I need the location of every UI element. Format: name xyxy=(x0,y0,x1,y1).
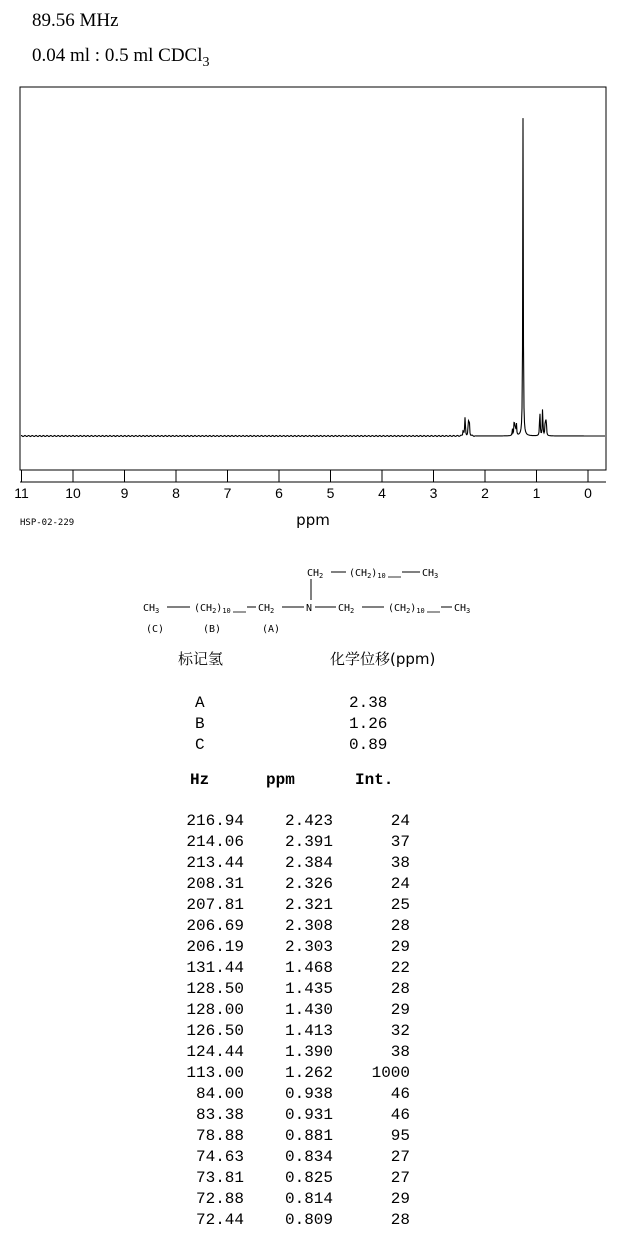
mol-top-chain: $(CH_2)_{10}$ xyxy=(349,568,386,580)
peak-intensity: 27 xyxy=(390,1148,410,1166)
peak-ppm: 0.809 xyxy=(284,1211,333,1229)
peak-row xyxy=(0,1106,626,1127)
spectrometer-frequency: 89.56 MHz xyxy=(32,10,119,31)
peak-row xyxy=(0,980,626,1001)
peak-row xyxy=(0,854,626,875)
peak-row xyxy=(0,833,626,854)
spectrum-code: HSP-02-229 xyxy=(20,518,75,528)
peak-row xyxy=(0,812,626,833)
x-tick-label: 8 xyxy=(172,485,180,501)
ppm-column-header: ppm xyxy=(266,771,295,789)
molecule-structure xyxy=(143,568,470,635)
assignment-shift: 1.26 xyxy=(349,715,388,733)
label-column-header: 标记氢 xyxy=(178,650,224,668)
peak-row xyxy=(0,1001,626,1022)
mol-label-a: (A) xyxy=(262,624,281,635)
peak-hz: 213.44 xyxy=(186,854,244,872)
int-column-header: Int. xyxy=(355,771,394,789)
peak-ppm: 1.468 xyxy=(284,959,333,977)
peak-hz: 84.00 xyxy=(195,1085,244,1103)
peak-hz: 113.00 xyxy=(186,1064,244,1082)
peak-row xyxy=(0,917,626,938)
assignment-label: A xyxy=(195,694,205,712)
peak-hz: 128.50 xyxy=(186,980,244,998)
peak-ppm: 2.391 xyxy=(284,833,333,851)
peak-intensity: 24 xyxy=(390,812,410,830)
peak-row xyxy=(0,875,626,896)
spectrum-trace xyxy=(21,118,605,436)
peak-ppm: 2.308 xyxy=(284,917,333,935)
peak-ppm: 2.326 xyxy=(284,875,333,893)
peak-ppm: 0.825 xyxy=(284,1169,333,1187)
peak-intensity: 46 xyxy=(390,1085,410,1103)
x-tick-label: 5 xyxy=(326,485,335,501)
peak-intensity: 29 xyxy=(390,1190,410,1208)
sample-condition-subscript: 3 xyxy=(202,54,210,70)
assignment-shift: 0.89 xyxy=(349,736,388,754)
mol-nitrogen: N xyxy=(306,603,313,614)
peak-intensity: 38 xyxy=(390,1043,410,1061)
mol-left-ch2: $CH_2$ xyxy=(258,603,275,615)
peak-ppm: 1.413 xyxy=(284,1022,333,1040)
peak-row xyxy=(0,938,626,959)
peak-hz: 128.00 xyxy=(186,1001,244,1019)
peak-ppm: 0.814 xyxy=(284,1190,333,1208)
peak-row xyxy=(0,1085,626,1106)
peak-ppm: 0.931 xyxy=(284,1106,333,1124)
mol-left-ch3: $CH_3$ xyxy=(143,603,160,615)
peak-row xyxy=(0,1148,626,1169)
peak-hz: 206.19 xyxy=(186,938,244,956)
peak-row xyxy=(0,959,626,980)
mol-top-ch2: $CH_2$ xyxy=(307,568,324,580)
assignment-row xyxy=(0,694,626,715)
peak-row xyxy=(0,1169,626,1190)
hz-column-header: Hz xyxy=(190,771,210,789)
peak-ppm: 0.938 xyxy=(284,1085,333,1103)
plot-frame xyxy=(20,87,606,470)
assignment-row xyxy=(0,715,626,736)
peak-hz: 124.44 xyxy=(186,1043,244,1061)
peak-intensity: 38 xyxy=(390,854,410,872)
peak-hz: 78.88 xyxy=(195,1127,244,1145)
peak-hz: 131.44 xyxy=(186,959,244,977)
peak-intensity: 29 xyxy=(390,938,410,956)
peak-intensity: 28 xyxy=(390,980,410,998)
peak-intensity: 37 xyxy=(390,833,410,851)
peak-ppm: 2.423 xyxy=(284,812,333,830)
mol-right-ch3: $CH_3$ xyxy=(454,603,471,615)
sample-condition-text: 0.04 ml : 0.5 ml CDCl xyxy=(32,45,203,66)
x-tick-label: 11 xyxy=(14,485,29,501)
peak-ppm: 2.321 xyxy=(284,896,333,914)
peak-row xyxy=(0,1022,626,1043)
x-tick-label: 9 xyxy=(120,485,129,501)
peak-ppm: 1.262 xyxy=(284,1064,333,1082)
peak-row xyxy=(0,1064,626,1085)
peak-ppm: 1.430 xyxy=(284,1001,333,1019)
x-axis-title: ppm xyxy=(296,511,330,529)
peak-ppm: 2.303 xyxy=(284,938,333,956)
peak-intensity: 22 xyxy=(390,959,410,977)
peak-row xyxy=(0,1190,626,1211)
peak-intensity: 29 xyxy=(390,1001,410,1019)
peak-hz: 206.69 xyxy=(186,917,244,935)
peak-ppm: 2.384 xyxy=(284,854,333,872)
peak-intensity: 46 xyxy=(390,1106,410,1124)
peak-hz: 72.88 xyxy=(195,1190,244,1208)
peak-ppm: 1.390 xyxy=(284,1043,333,1061)
peak-ppm: 0.834 xyxy=(284,1148,333,1166)
assignment-label: C xyxy=(195,736,205,754)
peak-intensity: 24 xyxy=(390,875,410,893)
x-tick-label: 0 xyxy=(584,485,592,501)
shift-column-header: 化学位移(ppm) xyxy=(330,650,436,668)
mol-right-chain: $(CH_2)_{10}$ xyxy=(388,603,425,615)
x-tick-label: 7 xyxy=(223,485,232,501)
peak-hz: 83.38 xyxy=(195,1106,244,1124)
mol-left-chain: $(CH_2)_{10}$ xyxy=(194,603,231,615)
peak-hz: 207.81 xyxy=(186,896,244,914)
peak-row xyxy=(0,1127,626,1148)
assignment-shift: 2.38 xyxy=(349,694,388,712)
mol-label-c: (C) xyxy=(146,624,165,635)
x-tick-label: 10 xyxy=(65,485,81,501)
peak-hz: 214.06 xyxy=(186,833,244,851)
mol-top-ch3: $CH_3$ xyxy=(422,568,439,580)
peak-row xyxy=(0,1211,626,1232)
peak-intensity: 1000 xyxy=(371,1064,410,1082)
peak-intensity: 25 xyxy=(390,896,410,914)
mol-right-ch2: $CH_2$ xyxy=(338,603,355,615)
mol-label-b: (B) xyxy=(203,624,222,635)
peak-hz: 208.31 xyxy=(186,875,244,893)
peak-row xyxy=(0,896,626,917)
peak-intensity: 32 xyxy=(390,1022,410,1040)
peak-hz: 126.50 xyxy=(186,1022,244,1040)
assignment-row xyxy=(0,736,626,757)
peak-ppm: 0.881 xyxy=(284,1127,333,1145)
peak-row xyxy=(0,1043,626,1064)
peak-intensity: 28 xyxy=(390,917,410,935)
peak-hz: 72.44 xyxy=(195,1211,244,1229)
x-axis-ticks xyxy=(14,470,592,501)
x-tick-label: 1 xyxy=(532,485,541,501)
x-tick-label: 4 xyxy=(378,485,386,501)
peak-hz: 216.94 xyxy=(186,812,244,830)
peak-intensity: 27 xyxy=(390,1169,410,1187)
peak-ppm: 1.435 xyxy=(284,980,333,998)
peak-hz: 74.63 xyxy=(195,1148,244,1166)
peak-intensity: 28 xyxy=(390,1211,410,1229)
assignment-label: B xyxy=(195,715,205,733)
peak-hz: 73.81 xyxy=(195,1169,244,1187)
x-tick-label: 6 xyxy=(275,485,283,501)
x-tick-label: 3 xyxy=(429,485,438,501)
x-tick-label: 2 xyxy=(481,485,489,501)
peak-intensity: 95 xyxy=(390,1127,410,1145)
